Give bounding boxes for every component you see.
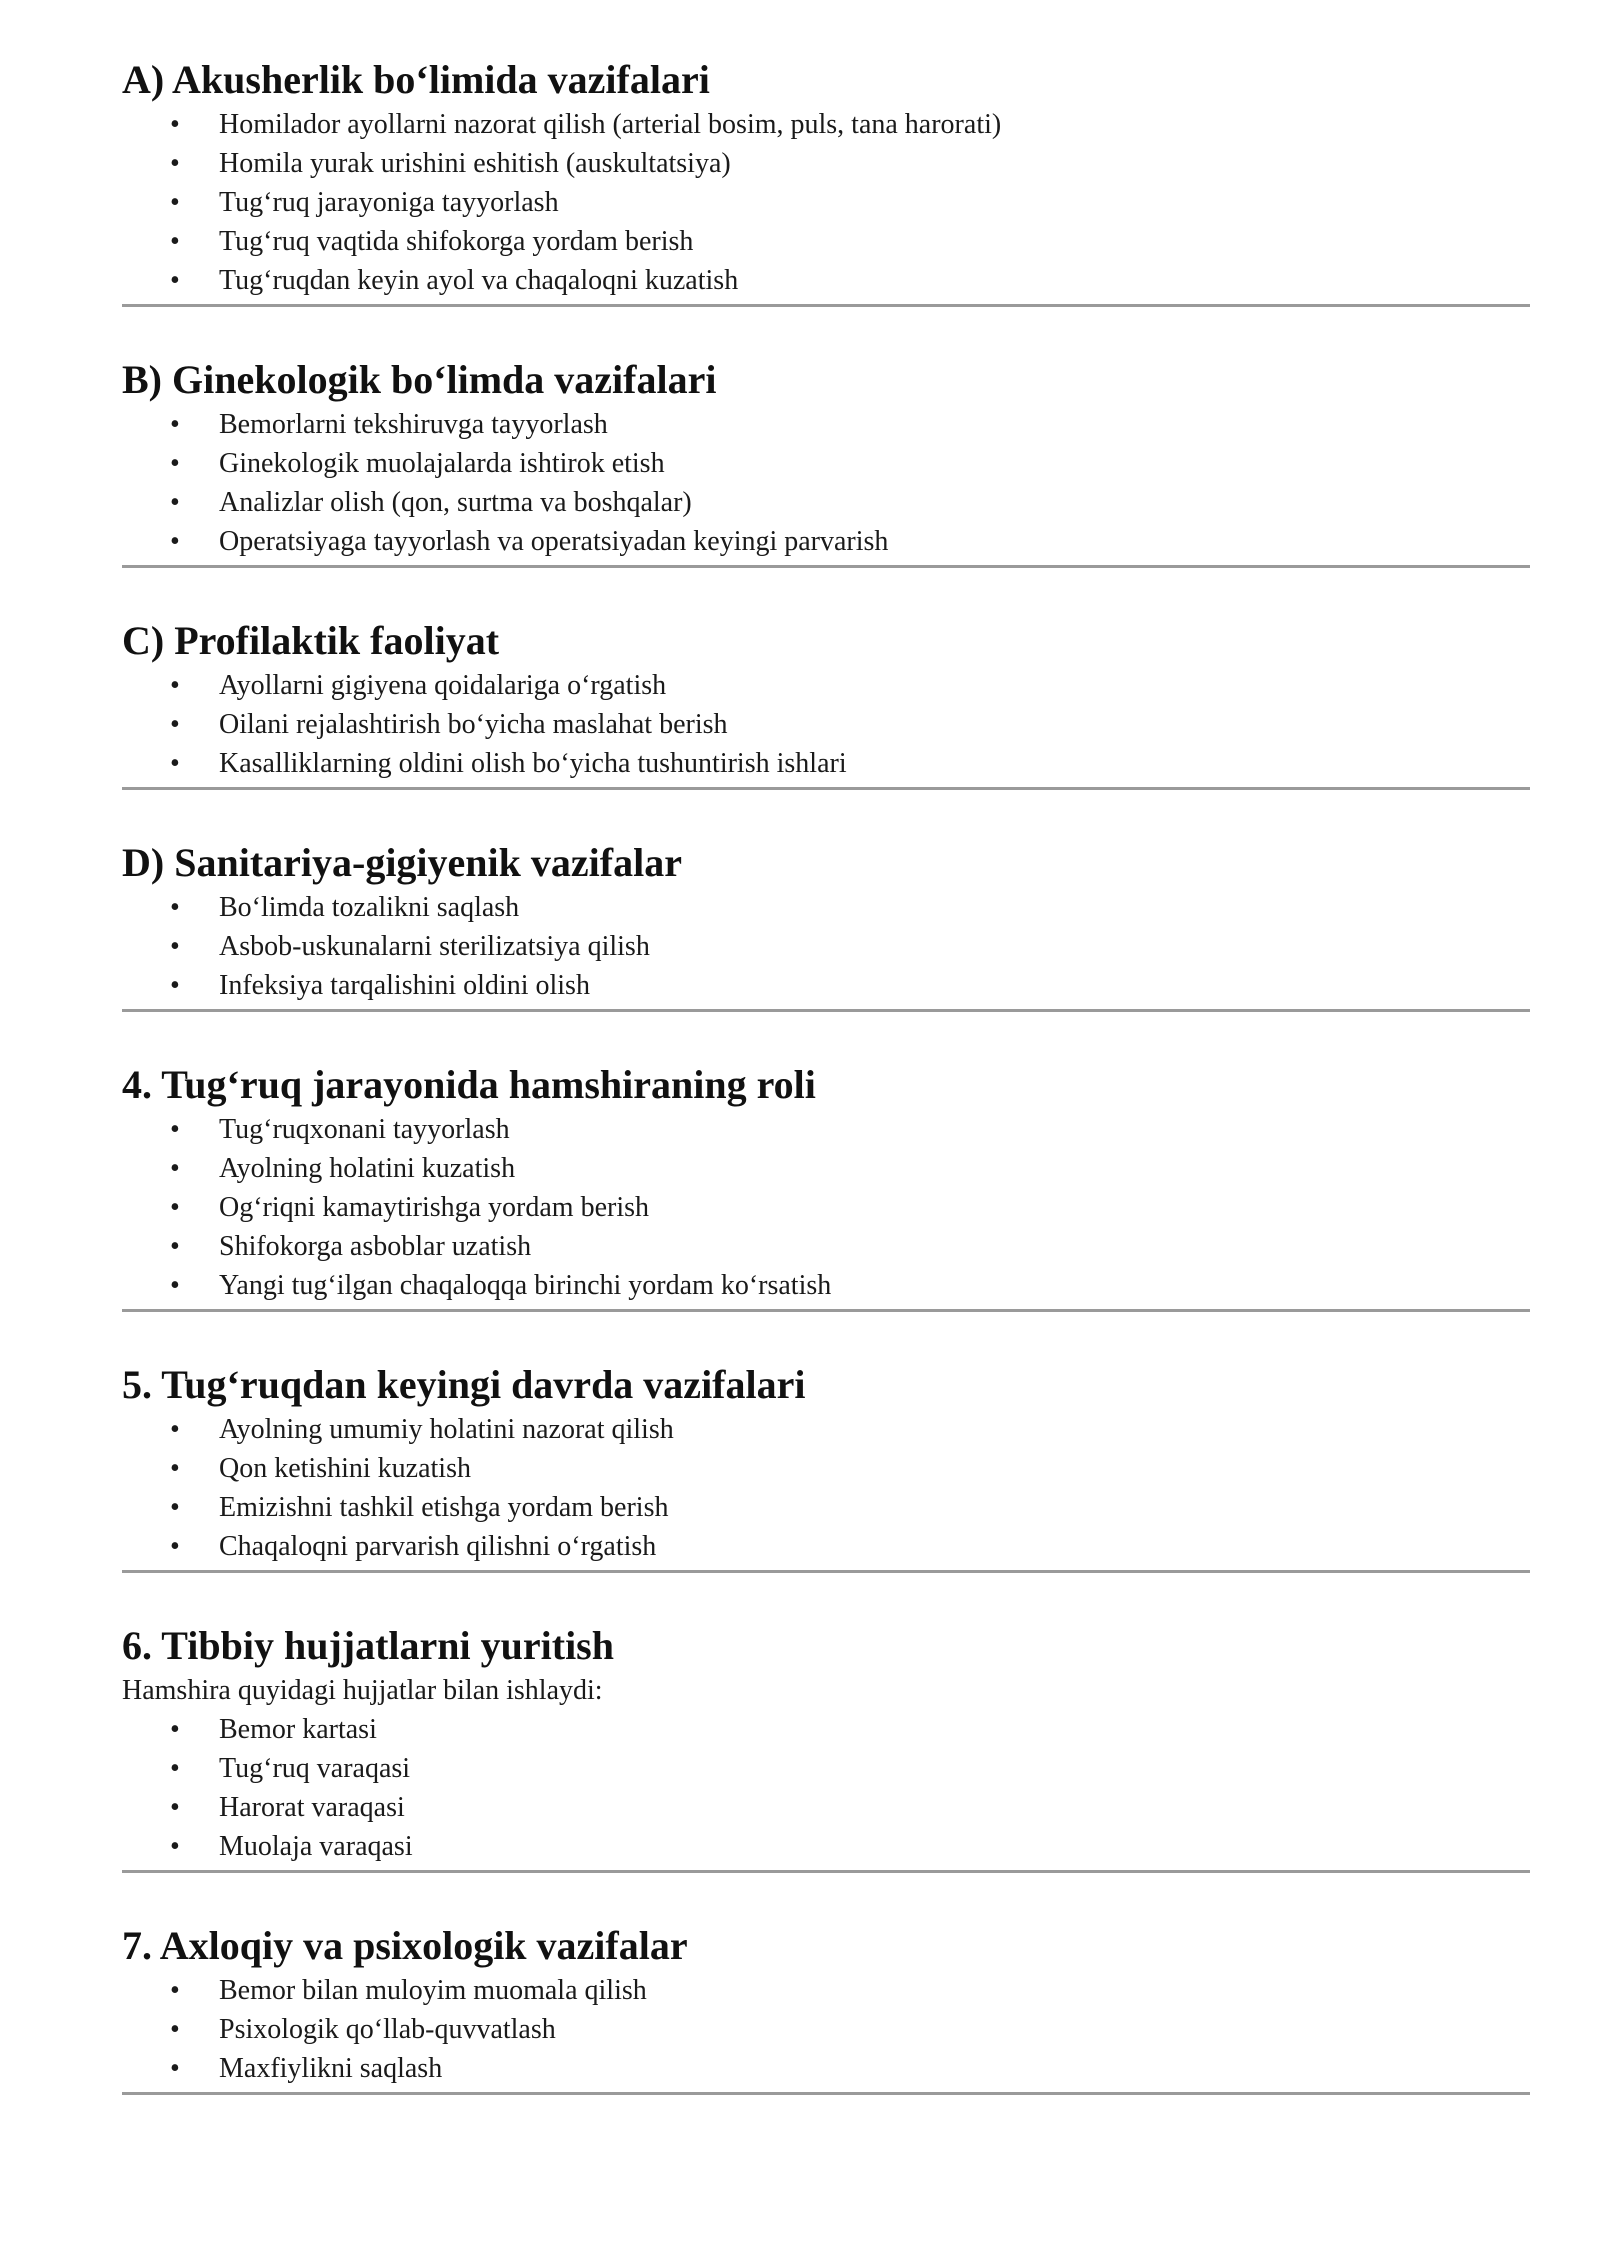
bullet-icon: •: [170, 2053, 180, 2084]
list-item: [122, 1488, 1530, 1527]
bullet-icon: •: [170, 1975, 180, 2006]
list-item: [122, 927, 1530, 966]
section-title: B) Ginekologik bo‘limda vazifalari: [122, 357, 717, 402]
list-item: [122, 744, 1530, 783]
section-ethics: [122, 1921, 1530, 2095]
document-page: [122, 55, 1530, 2095]
list-item-text: Shifokorga asboblar uzatish: [219, 1231, 532, 1262]
section-gynecology: [122, 355, 1530, 568]
bullet-icon: •: [170, 970, 180, 1001]
list-item: [122, 1527, 1530, 1566]
list-item-text: Ayolning holatini kuzatish: [219, 1153, 516, 1184]
bullet-icon: •: [170, 670, 180, 701]
list-item-text: Tug‘ruqdan keyin ayol va chaqaloqni kuzatish: [219, 265, 739, 296]
list-item: [122, 1149, 1530, 1188]
list-item: [122, 1110, 1530, 1149]
item-list: [122, 888, 1530, 1005]
list-item-text: Analizlar olish (qon, surtma va boshqalar): [219, 487, 692, 518]
section-obstetrics: [122, 55, 1530, 307]
bullet-icon: •: [170, 1414, 180, 1445]
item-list: [122, 105, 1530, 300]
bullet-icon: •: [170, 1831, 180, 1862]
list-item-text: Og‘riqni kamaytirishga yordam berish: [219, 1192, 650, 1223]
list-item: [122, 966, 1530, 1005]
list-item-text: Tug‘ruq vaqtida shifokorga yordam berish: [219, 226, 694, 257]
section-divider: [122, 1870, 1530, 1873]
list-item-text: Tug‘ruq jarayoniga tayyorlash: [219, 187, 559, 218]
section-divider: [122, 1570, 1530, 1573]
list-item: [122, 105, 1530, 144]
list-item: [122, 444, 1530, 483]
list-item-text: Bemor bilan muloyim muomala qilish: [219, 1975, 647, 2006]
item-list: [122, 666, 1530, 783]
bullet-icon: •: [170, 1153, 180, 1184]
bullet-icon: •: [170, 1231, 180, 1262]
list-item-text: Bemor kartasi: [219, 1714, 377, 1745]
bullet-icon: •: [170, 1192, 180, 1223]
list-item: [122, 261, 1530, 300]
section-medical-records: [122, 1621, 1530, 1873]
list-item-text: Operatsiyaga tayyorlash va operatsiyadan keyingi parvarish: [219, 526, 889, 557]
section-intro: Hamshira quyidagi hujjatlar bilan ishlaydi:: [122, 1675, 603, 1706]
bullet-icon: •: [170, 1792, 180, 1823]
bullet-icon: •: [170, 709, 180, 740]
bullet-icon: •: [170, 226, 180, 257]
section-title: 4. Tug‘ruq jarayonida hamshiraning roli: [122, 1062, 816, 1107]
bullet-icon: •: [170, 448, 180, 479]
list-item: [122, 2049, 1530, 2088]
list-item: [122, 522, 1530, 561]
list-item-text: Bemorlarni tekshiruvga tayyorlash: [219, 409, 608, 440]
bullet-icon: •: [170, 187, 180, 218]
list-item-text: Maxfiylikni saqlash: [219, 2053, 443, 2084]
section-prevention: [122, 616, 1530, 790]
bullet-icon: •: [170, 265, 180, 296]
list-item-text: Chaqaloqni parvarish qilishni o‘rgatish: [219, 1531, 657, 1562]
list-item: [122, 2010, 1530, 2049]
list-item: [122, 1827, 1530, 1866]
list-item-text: Harorat varaqasi: [219, 1792, 405, 1823]
section-divider: [122, 565, 1530, 568]
list-item: [122, 1749, 1530, 1788]
section-title: 5. Tug‘ruqdan keyingi davrda vazifalari: [122, 1362, 806, 1407]
section-divider: [122, 304, 1530, 307]
list-item-text: Oilani rejalashtirish bo‘yicha maslahat berish: [219, 709, 728, 740]
list-item-text: Ginekologik muolajalarda ishtirok etish: [219, 448, 665, 479]
section-labor-role: [122, 1060, 1530, 1312]
list-item: [122, 144, 1530, 183]
bullet-icon: •: [170, 109, 180, 140]
list-item-text: Psixologik qo‘llab-quvvatlash: [219, 2014, 556, 2045]
list-item: [122, 1188, 1530, 1227]
list-item: [122, 1971, 1530, 2010]
list-item: [122, 183, 1530, 222]
bullet-icon: •: [170, 526, 180, 557]
section-divider: [122, 787, 1530, 790]
list-item-text: Homilador ayollarni nazorat qilish (arterial bosim, puls, tana harorati): [219, 109, 1002, 140]
list-item: [122, 405, 1530, 444]
item-list: [122, 1410, 1530, 1566]
bullet-icon: •: [170, 1492, 180, 1523]
list-item: [122, 1449, 1530, 1488]
list-item: [122, 1410, 1530, 1449]
bullet-icon: •: [170, 2014, 180, 2045]
item-list: [122, 405, 1530, 561]
list-item-text: Homila yurak urishini eshitish (auskultatsiya): [219, 148, 731, 179]
bullet-icon: •: [170, 748, 180, 779]
list-item-text: Ayolning umumiy holatini nazorat qilish: [219, 1414, 674, 1445]
list-item: [122, 483, 1530, 522]
section-title: 6. Tibbiy hujjatlarni yuritish: [122, 1623, 614, 1668]
list-item: [122, 1788, 1530, 1827]
list-item: [122, 666, 1530, 705]
bullet-icon: •: [170, 487, 180, 518]
list-item: [122, 1266, 1530, 1305]
section-sanitary: [122, 838, 1530, 1012]
section-divider: [122, 2092, 1530, 2095]
list-item-text: Qon ketishini kuzatish: [219, 1453, 471, 1484]
list-item-text: Ayollarni gigiyena qoidalariga o‘rgatish: [219, 670, 667, 701]
list-item: [122, 888, 1530, 927]
list-item-text: Tug‘ruq varaqasi: [219, 1753, 411, 1784]
section-title: D) Sanitariya-gigiyenik vazifalar: [122, 840, 682, 885]
list-item: [122, 705, 1530, 744]
item-list: [122, 1971, 1530, 2088]
item-list: [122, 1710, 1530, 1866]
bullet-icon: •: [170, 1714, 180, 1745]
list-item-text: Tug‘ruqxonani tayyorlash: [219, 1114, 510, 1145]
section-title: A) Akusherlik bo‘limida vazifalari: [122, 57, 710, 102]
list-item-text: Infeksiya tarqalishini oldini olish: [219, 970, 590, 1001]
section-title: C) Profilaktik faoliyat: [122, 618, 500, 663]
list-item-text: Muolaja varaqasi: [219, 1831, 413, 1862]
section-title: 7. Axloqiy va psixologik vazifalar: [122, 1923, 688, 1968]
item-list: [122, 1110, 1530, 1305]
bullet-icon: •: [170, 1114, 180, 1145]
list-item-text: Bo‘limda tozalikni saqlash: [219, 892, 520, 923]
list-item-text: Emizishni tashkil etishga yordam berish: [219, 1492, 669, 1523]
bullet-icon: •: [170, 1270, 180, 1301]
bullet-icon: •: [170, 1531, 180, 1562]
bullet-icon: •: [170, 1453, 180, 1484]
list-item: [122, 1227, 1530, 1266]
list-item-text: Kasalliklarning oldini olish bo‘yicha tushuntirish ishlari: [219, 748, 847, 779]
section-divider: [122, 1009, 1530, 1012]
list-item-text: Yangi tug‘ilgan chaqaloqqa birinchi yordam ko‘rsatish: [219, 1270, 832, 1301]
section-postpartum: [122, 1360, 1530, 1573]
bullet-icon: •: [170, 1753, 180, 1784]
list-item-text: Asbob-uskunalarni sterilizatsiya qilish: [219, 931, 650, 962]
bullet-icon: •: [170, 931, 180, 962]
list-item: [122, 1710, 1530, 1749]
section-divider: [122, 1309, 1530, 1312]
bullet-icon: •: [170, 409, 180, 440]
bullet-icon: •: [170, 892, 180, 923]
list-item: [122, 222, 1530, 261]
bullet-icon: •: [170, 148, 180, 179]
